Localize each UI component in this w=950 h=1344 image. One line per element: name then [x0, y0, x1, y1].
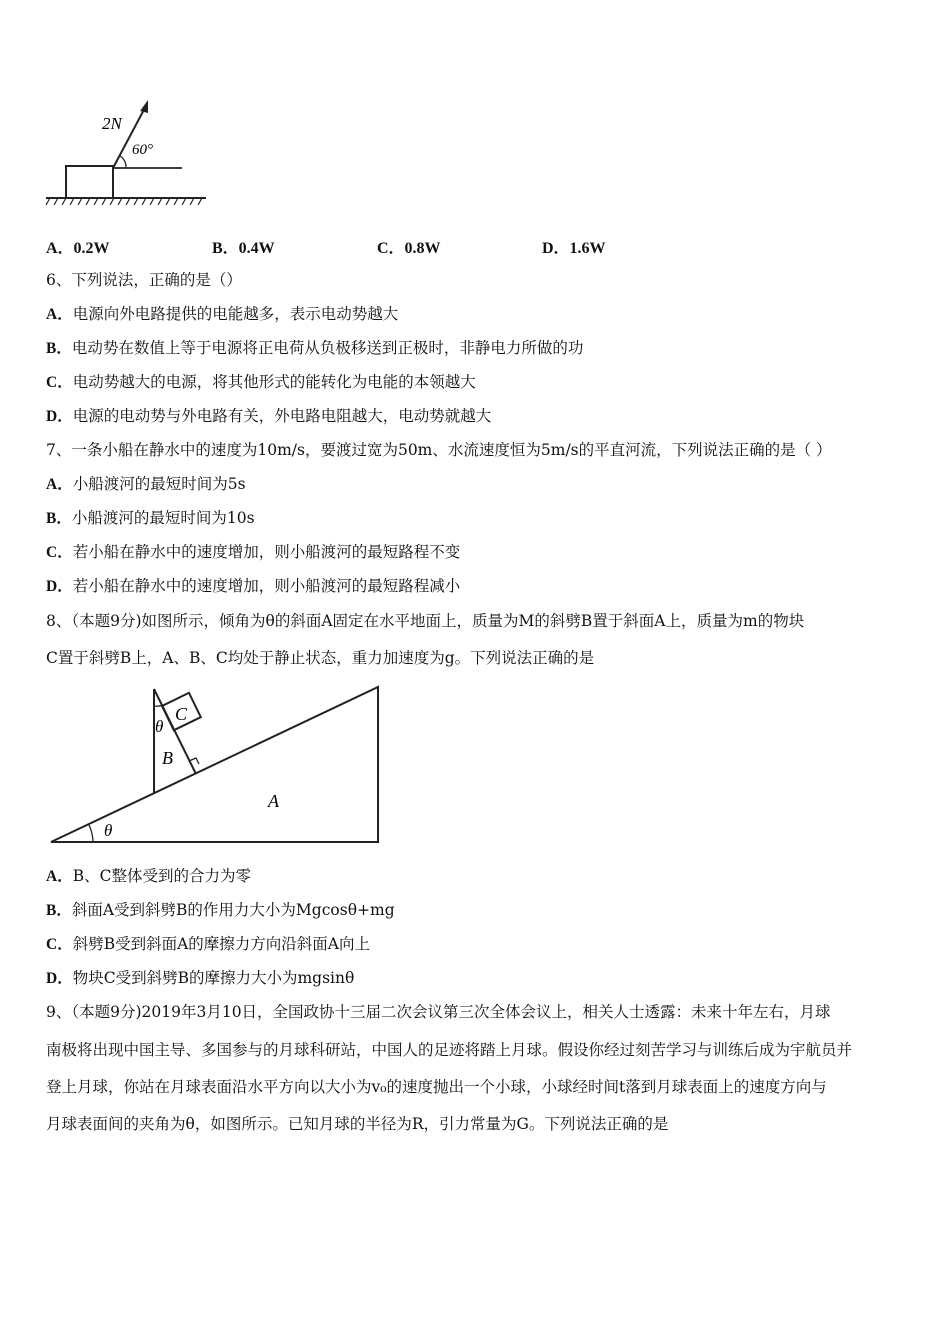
q7-stem: 7、一条小船在静水中的速度为10m/s，要渡过宽为50m、水流速度恒为5m/s的平直河流，下列说法正确的是（ ） — [46, 441, 832, 459]
q9-stem-line2: 南极将出现中国主导、多国参与的月球科研站，中国人的足迹将踏上月球。假设你经过刻苦学习与训练后成为宇航员并 — [46, 1041, 853, 1059]
q9-stem-line1: 9、（本题9分)2019年3月10日，全国政协十三届二次会议第三次全体会议上，相关人士透露：未来十年左右，月球 — [46, 1003, 831, 1021]
arrow-head-icon — [140, 100, 148, 113]
label-a: A — [268, 791, 279, 811]
angle-arc-top — [154, 705, 163, 706]
q8-option-c: C．斜劈B受到斜面A的摩擦力方向沿斜面A向上 — [46, 935, 370, 953]
label-theta-bottom: θ — [104, 821, 113, 840]
q6-option-d: D．电源的电动势与外电路有关，外电路电阻越大，电动势就越大 — [46, 407, 492, 425]
block — [66, 166, 113, 198]
q5-option-b: B．0.4W — [212, 240, 275, 257]
q6-option-b: B．电动势在数值上等于电源将正电荷从负极移送到正极时，非静电力所做的功 — [46, 339, 584, 357]
label-theta-top: θ — [155, 717, 164, 736]
q8-option-d: D．物块C受到斜劈B的摩擦力大小为mgsinθ — [46, 969, 355, 987]
q9-stem-line4: 月球表面间的夹角为θ，如图所示。已知月球的半径为R，引力常量为G。下列说法正确的是 — [46, 1115, 669, 1133]
q5-option-c: C．0.8W — [377, 240, 441, 257]
label-c: C — [175, 704, 188, 724]
q8-option-a: A．B、C整体受到的合力为零 — [46, 867, 251, 885]
q5-option-d: D．1.6W — [542, 240, 606, 257]
q8-option-b: B．斜面A受到斜劈B的作用力大小为Mgcosθ+mg — [46, 901, 395, 919]
q7-option-b: B．小船渡河的最短时间为10s — [46, 509, 255, 527]
q7-option-d: D．若小船在静水中的速度增加，则小船渡河的最短路程减小 — [46, 577, 461, 595]
angle-arc-bottom — [89, 825, 93, 842]
force-label: 2N — [102, 114, 122, 133]
q9-stem-line3: 登上月球，你站在月球表面沿水平方向以大小为v₀的速度抛出一个小球，小球经时间t落到月球表面上的速度方向与 — [46, 1078, 827, 1096]
q5-option-a: A．0.2W — [46, 240, 110, 257]
q8-stem-line1: 8、（本题9分)如图所示，倾角为θ的斜面A固定在水平地面上，质量为M的斜劈B置于斜面A上，质量为m的物块 — [46, 612, 805, 630]
q6-stem: 6、下列说法，正确的是（） — [46, 271, 242, 289]
force-diagram-figure — [44, 96, 214, 211]
q6-option-a: A．电源向外电路提供的电能越多，表示电动势越大 — [46, 305, 399, 323]
angle-label: 60° — [132, 142, 153, 158]
q8-stem-line2: C置于斜劈B上，A、B、C均处于静止状态，重力加速度为g。下列说法正确的是 — [46, 649, 595, 667]
incline-diagram-figure — [48, 684, 383, 846]
label-b: B — [162, 748, 173, 768]
q7-option-a: A．小船渡河的最短时间为5s — [46, 475, 246, 493]
ground-hatching — [46, 198, 202, 205]
q7-option-c: C．若小船在静水中的速度增加，则小船渡河的最短路程不变 — [46, 543, 461, 561]
incline-a — [51, 687, 378, 842]
q6-option-c: C．电动势越大的电源，将其他形式的能转化为电能的本领越大 — [46, 373, 476, 391]
angle-arc — [120, 156, 126, 168]
